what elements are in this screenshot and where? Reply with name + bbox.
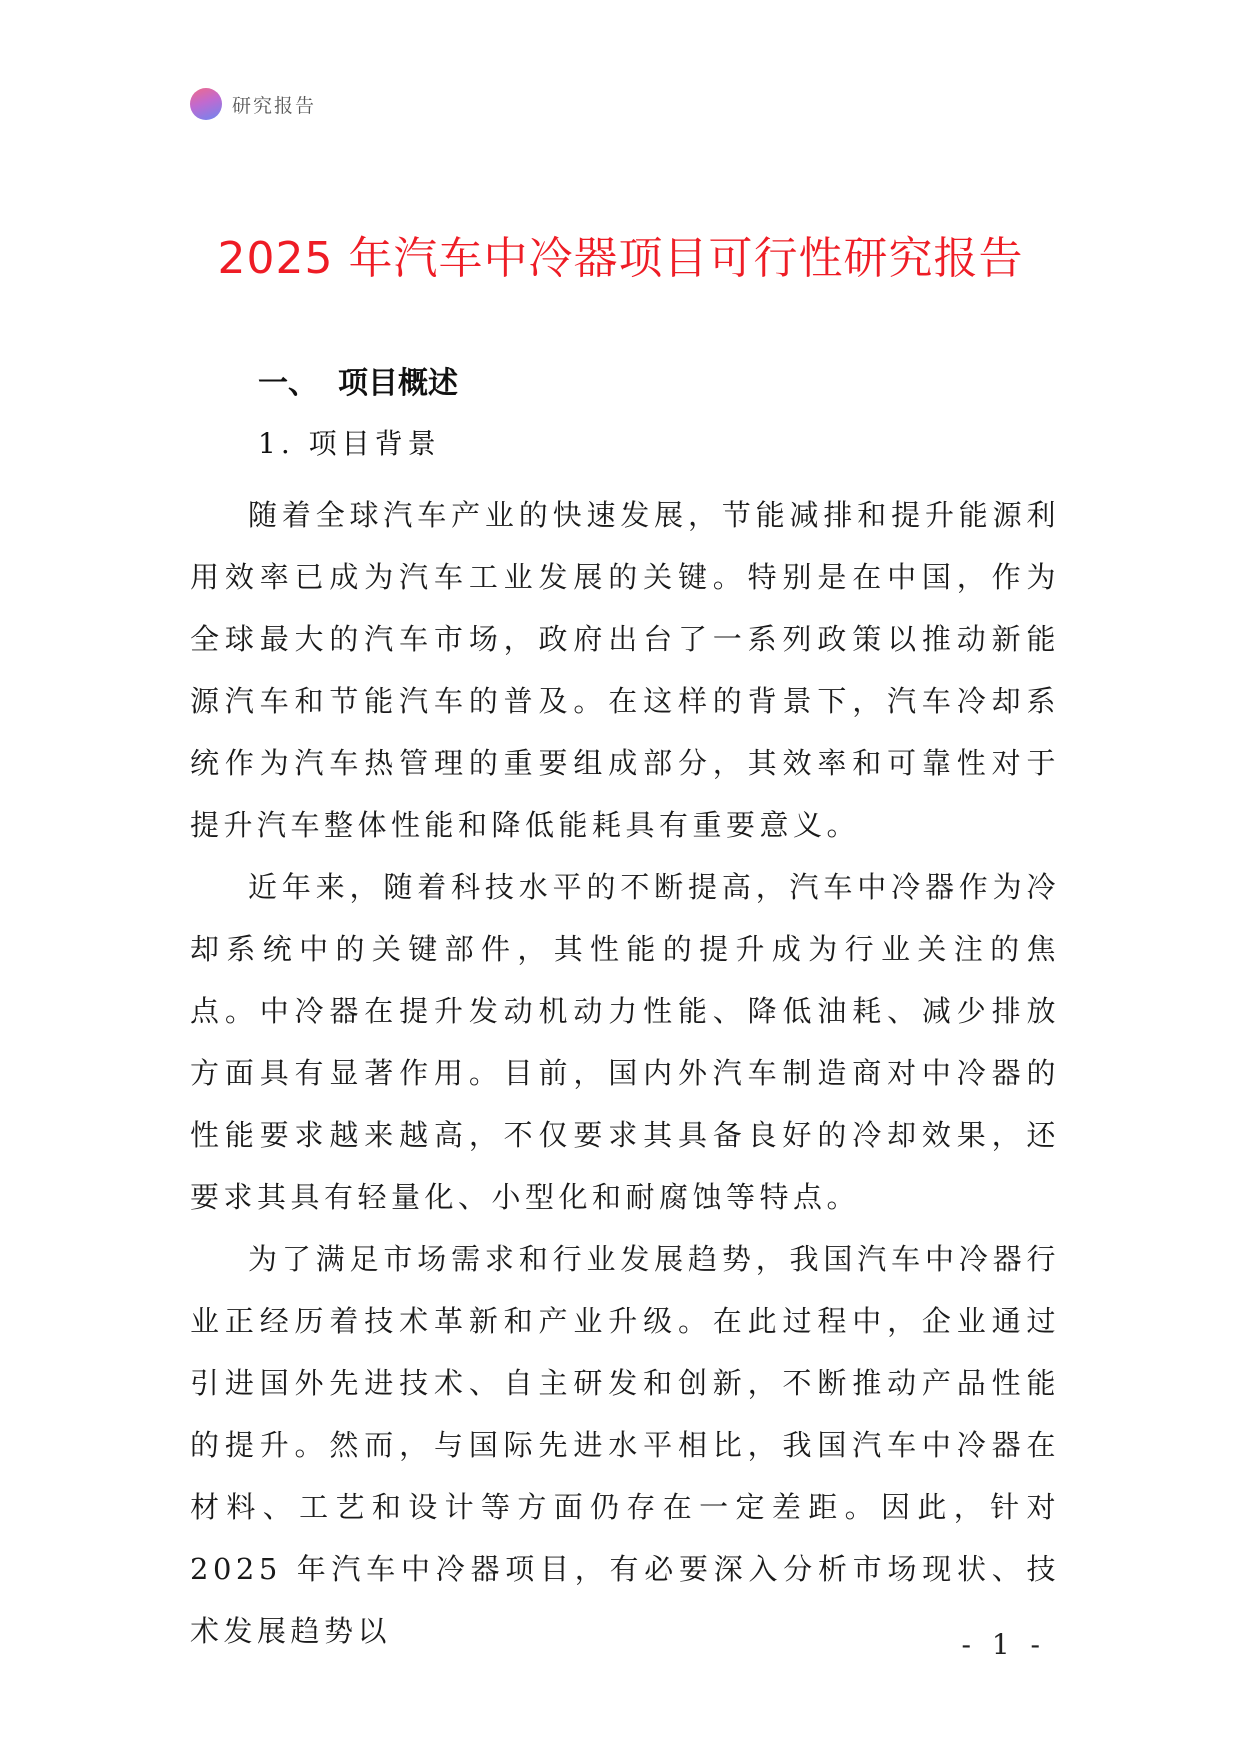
body-content <box>190 484 1060 1662</box>
section-heading <box>258 358 458 402</box>
header-label: 研究报告 <box>232 94 317 117</box>
document-title: 2025 年汽车中冷器项目可行性研究报告 <box>217 233 1024 284</box>
subsection-heading: 1. 项目背景 <box>258 427 441 460</box>
section-number: 一、 <box>258 366 318 401</box>
gradient-circle-logo-icon <box>190 88 222 120</box>
paragraph-1: 随着全球汽车产业的快速发展，节能减排和提升能源利用效率已成为汽车工业发展的关键。特别是在中国，作为全球最大的汽车市场，政府出台了一系列政策以推动新能源汽车和节能汽车的普及。在这样的背景下，汽车冷却系统作为汽车热管理的重要组成部分，其效率和可靠性对于提升汽车整体性能和降低能耗具有重要意义。 <box>190 498 1060 842</box>
paragraph-2: 近年来，随着科技水平的不断提高，汽车中冷器作为冷却系统中的关键部件，其性能的提升成为行业关注的焦点。中冷器在提升发动机动力性能、降低油耗、减少排放方面具有显著作用。目前，国内外汽车制造商对中冷器的性能要求越来越高，不仅要求其具备良好的冷却效果，还要求其具有轻量化、小型化和耐腐蚀等特点。 <box>190 870 1060 1214</box>
paragraph-3: 为了满足市场需求和行业发展趋势，我国汽车中冷器行业正经历着技术革新和产业升级。在此过程中，企业通过引进国外先进技术、自主研发和创新，不断推动产品性能的提升。然而，与国际先进水平相比，我国汽车中冷器在材料、工艺和设计等方面仍存在一定差距。因此，针对 2025 年汽车中冷器项目，有必要深入分析市场现状、技术发展趋势以 <box>190 1242 1060 1648</box>
page-number: - 1 - <box>961 1628 1046 1661</box>
page-header <box>190 88 316 120</box>
section-title: 项目概述 <box>338 366 458 401</box>
